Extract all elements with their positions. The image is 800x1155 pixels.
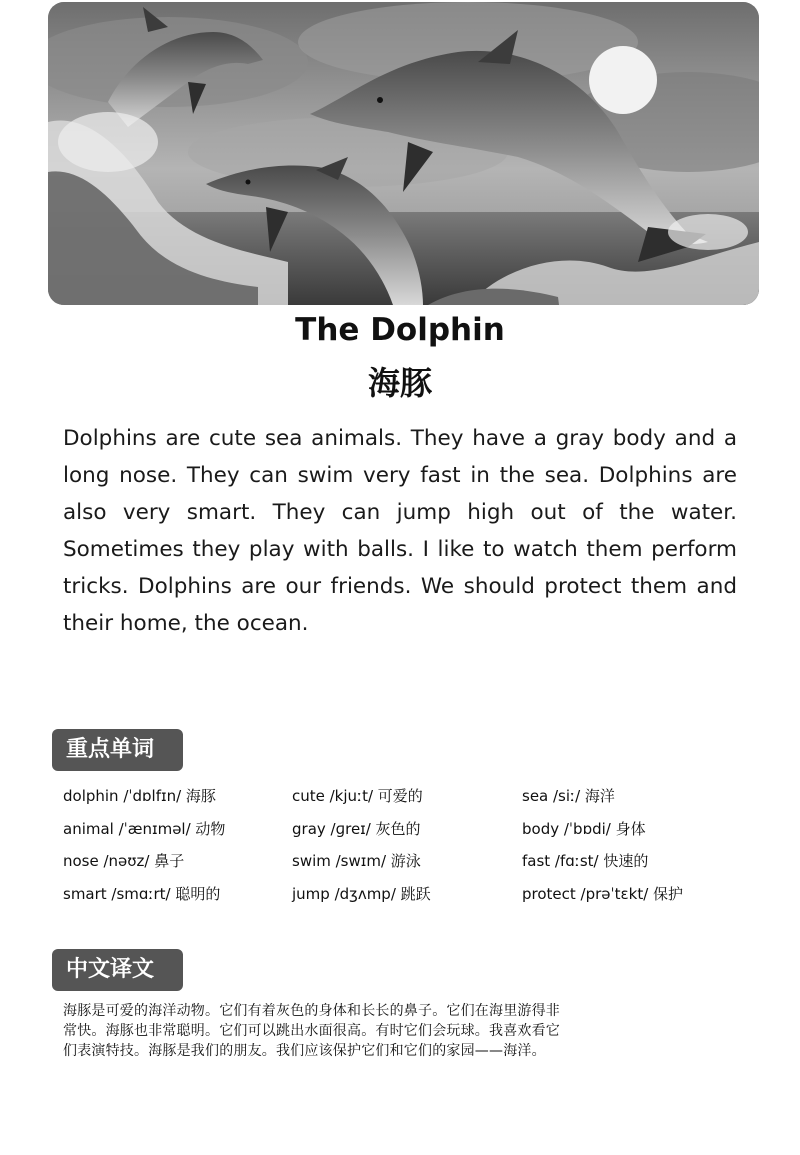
vocab-item: cute /kjuːt/ 可爱的	[292, 787, 423, 805]
article-title: The Dolphin	[295, 312, 505, 348]
dolphin-illustration	[48, 2, 759, 305]
vocab-item: sea /siː/ 海洋	[522, 787, 615, 805]
vocab-item: gray /ɡreɪ/ 灰色的	[292, 819, 421, 838]
vocab-item: dolphin /ˈdɒlfɪn/ 海豚	[63, 787, 216, 805]
translation-line: 们表演特技。海豚是我们的朋友。我们应该保护它们和它们的家园——海洋。	[63, 1043, 546, 1059]
translation-text	[63, 1001, 643, 1061]
vocab-section-heading: 重点单词	[52, 729, 183, 771]
vocab-item: swim /swɪm/ 游泳	[292, 852, 421, 870]
article-subtitle: 海豚	[367, 364, 432, 402]
translation-line: 常快。海豚也非常聪明。它们可以跳出水面很高。有时它们会玩球。我喜欢看它	[63, 1023, 560, 1039]
vocab-item: nose /nəʊz/ 鼻子	[63, 852, 185, 870]
translation-section-heading: 中文译文	[52, 949, 183, 991]
translation-line: 海豚是可爱的海洋动物。它们有着灰色的身体和长长的鼻子。它们在海里游得非	[63, 1003, 560, 1019]
vocab-item: jump /dʒʌmp/ 跳跃	[292, 884, 431, 903]
vocab-item: smart /smɑːrt/ 聪明的	[63, 884, 221, 903]
vocab-item: protect /prəˈtɛkt/ 保护	[522, 884, 684, 903]
article-body: Dolphins are cute sea animals. They have a gray body and a long nose. They can swim very fast in the sea. Dolphins are also very smart. They can jump high out of the water. Sometimes they play with balls. I like to watch them perform tricks. Dolphins are our friends. We should protect them and their home, the ocean.	[63, 426, 737, 636]
vocab-item: body /ˈbɒdi/ 身体	[522, 819, 646, 838]
vocab-item: fast /fɑːst/ 快速的	[522, 852, 649, 870]
vocab-list	[63, 785, 743, 915]
vocab-item: animal /ˈænɪməl/ 动物	[63, 819, 226, 838]
